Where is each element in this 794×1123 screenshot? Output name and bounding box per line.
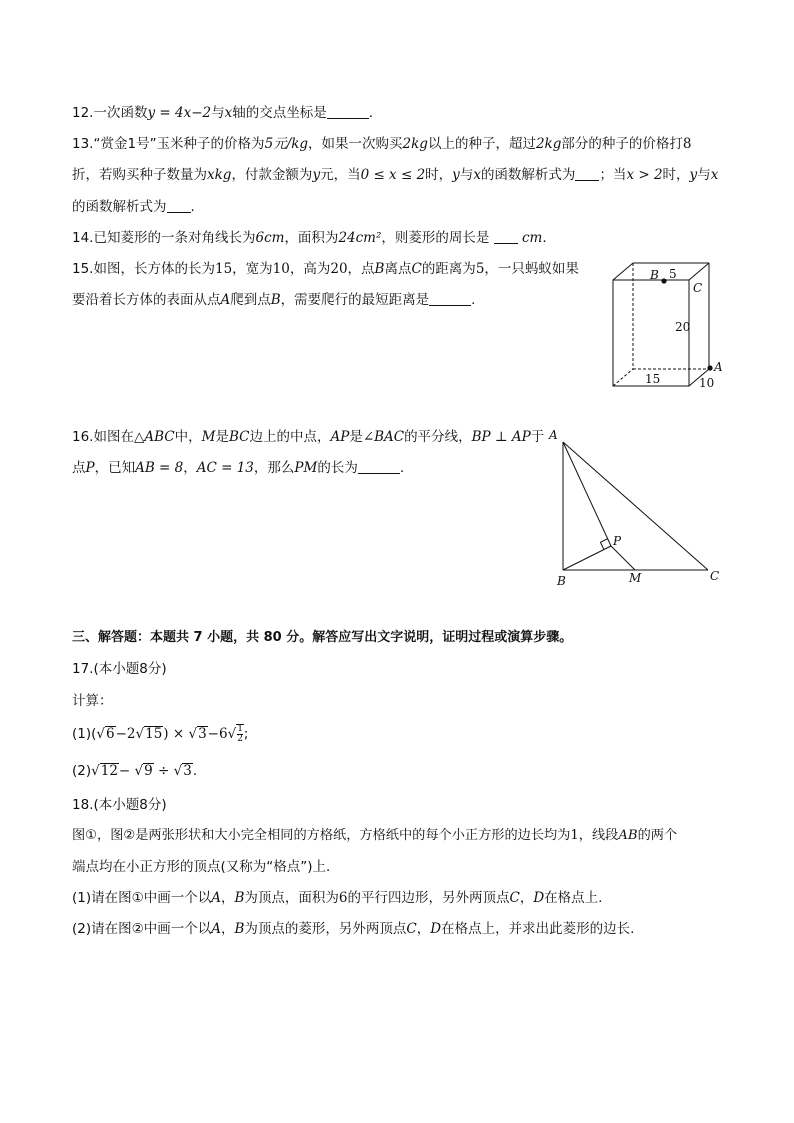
question-17-part-1: (1)(√6−2√15) × √3−6√ $\frac{1}{2}$ ; — [72, 724, 249, 744]
segment-pm — [611, 546, 635, 570]
segment-ap — [563, 442, 611, 546]
section-heading: 三、解答题：本题共 7 小题，共 80 分。解答应写出文字说明，证明过程或演算步骤。 — [72, 630, 573, 645]
hidden-edge — [613, 369, 633, 386]
question-15-line-1: 15.如图，长方体的长为15，宽为10，高为20，点B离点C的距离为5，一只蚂蚁如果 — [72, 261, 579, 277]
question-15-line-2: 要沿着长方体的表面从点A爬到点B，需要爬行的最短距离是 . — [72, 292, 476, 308]
cuboid-figure — [605, 258, 730, 393]
question-17-heading: 17.(本小题8分) — [72, 661, 167, 677]
question-18-heading: 18.(本小题8分) — [72, 797, 167, 813]
label-5: 5 — [669, 267, 677, 281]
label-10: 10 — [699, 376, 715, 390]
question-18-line-1: 图①，图②是两张形状和大小完全相同的方格纸，方格纸中的每个小正方形的边长均为1，线段AB的两个 — [72, 828, 678, 843]
question-14: 14.已知菱形的一条对角线长为6cm，面积为24cm²，则菱形的周长是 cm. — [72, 230, 547, 246]
label-c: C — [710, 569, 720, 583]
point-a-dot — [707, 365, 712, 370]
label-a: A — [549, 428, 558, 442]
question-13-line-2: 折，若购买种子数量为xkg，付款金额为y元，当0 ≤ x ≤ 2时，y与x的函数解析式为 ；当x > 2时，y与x — [72, 167, 719, 183]
label-m: M — [629, 571, 642, 585]
cuboid-edge — [689, 263, 709, 280]
answer-blank[interactable] — [167, 198, 191, 213]
answer-blank[interactable] — [358, 459, 400, 474]
cuboid-edge — [613, 263, 633, 280]
question-17-intro: 计算： — [72, 693, 113, 709]
question-16-line-1: 16.如图在△ABC中，M是BC边上的中点，AP是∠BAC的平分线，BP ⊥ AP于 — [72, 429, 545, 445]
question-12: 12.一次函数y = 4x−2与x轴的交点坐标是 . — [72, 105, 374, 121]
label-a: A — [714, 360, 723, 374]
triangle-figure — [545, 424, 725, 590]
question-number: 12. — [72, 105, 94, 121]
question-18-line-2: 端点均在小正方形的顶点(又称为“格点”)上. — [72, 859, 331, 875]
side-ac — [563, 442, 708, 570]
answer-blank[interactable] — [575, 166, 599, 181]
question-13-line-3: 的函数解析式为 . — [72, 199, 195, 215]
label-b: B — [557, 574, 566, 588]
label-p: P — [613, 534, 622, 548]
label-b: B — [650, 268, 659, 282]
answer-blank[interactable] — [429, 291, 471, 306]
label-20: 20 — [675, 320, 691, 334]
question-18-part-2: (2)请在图②中画一个以A，B为顶点的菱形，另外两顶点C，D在格点上，并求出此菱形的边长. — [72, 921, 635, 937]
label-c: C — [693, 281, 703, 295]
question-18-part-1: (1)请在图①中画一个以A，B为顶点，面积为6的平行四边形，另外两顶点C，D在格点上. — [72, 890, 603, 906]
question-17-part-2: (2)√12− √9 ÷ √3. — [72, 763, 198, 779]
question-16-line-2: 点P，已知AB = 8，AC = 13，那么PM的长为 . — [72, 460, 405, 476]
point-b-dot — [661, 278, 666, 283]
answer-blank[interactable] — [494, 229, 518, 244]
label-15: 15 — [645, 372, 661, 386]
answer-blank[interactable] — [327, 104, 369, 119]
fraction: $\frac{1}{2}$ — [237, 724, 243, 744]
question-13-line-1: 13.“赏金1号”玉米种子的价格为5元/kg，如果一次购买2kg以上的种子，超过2kg部分的种子的价格打8 — [72, 136, 692, 152]
